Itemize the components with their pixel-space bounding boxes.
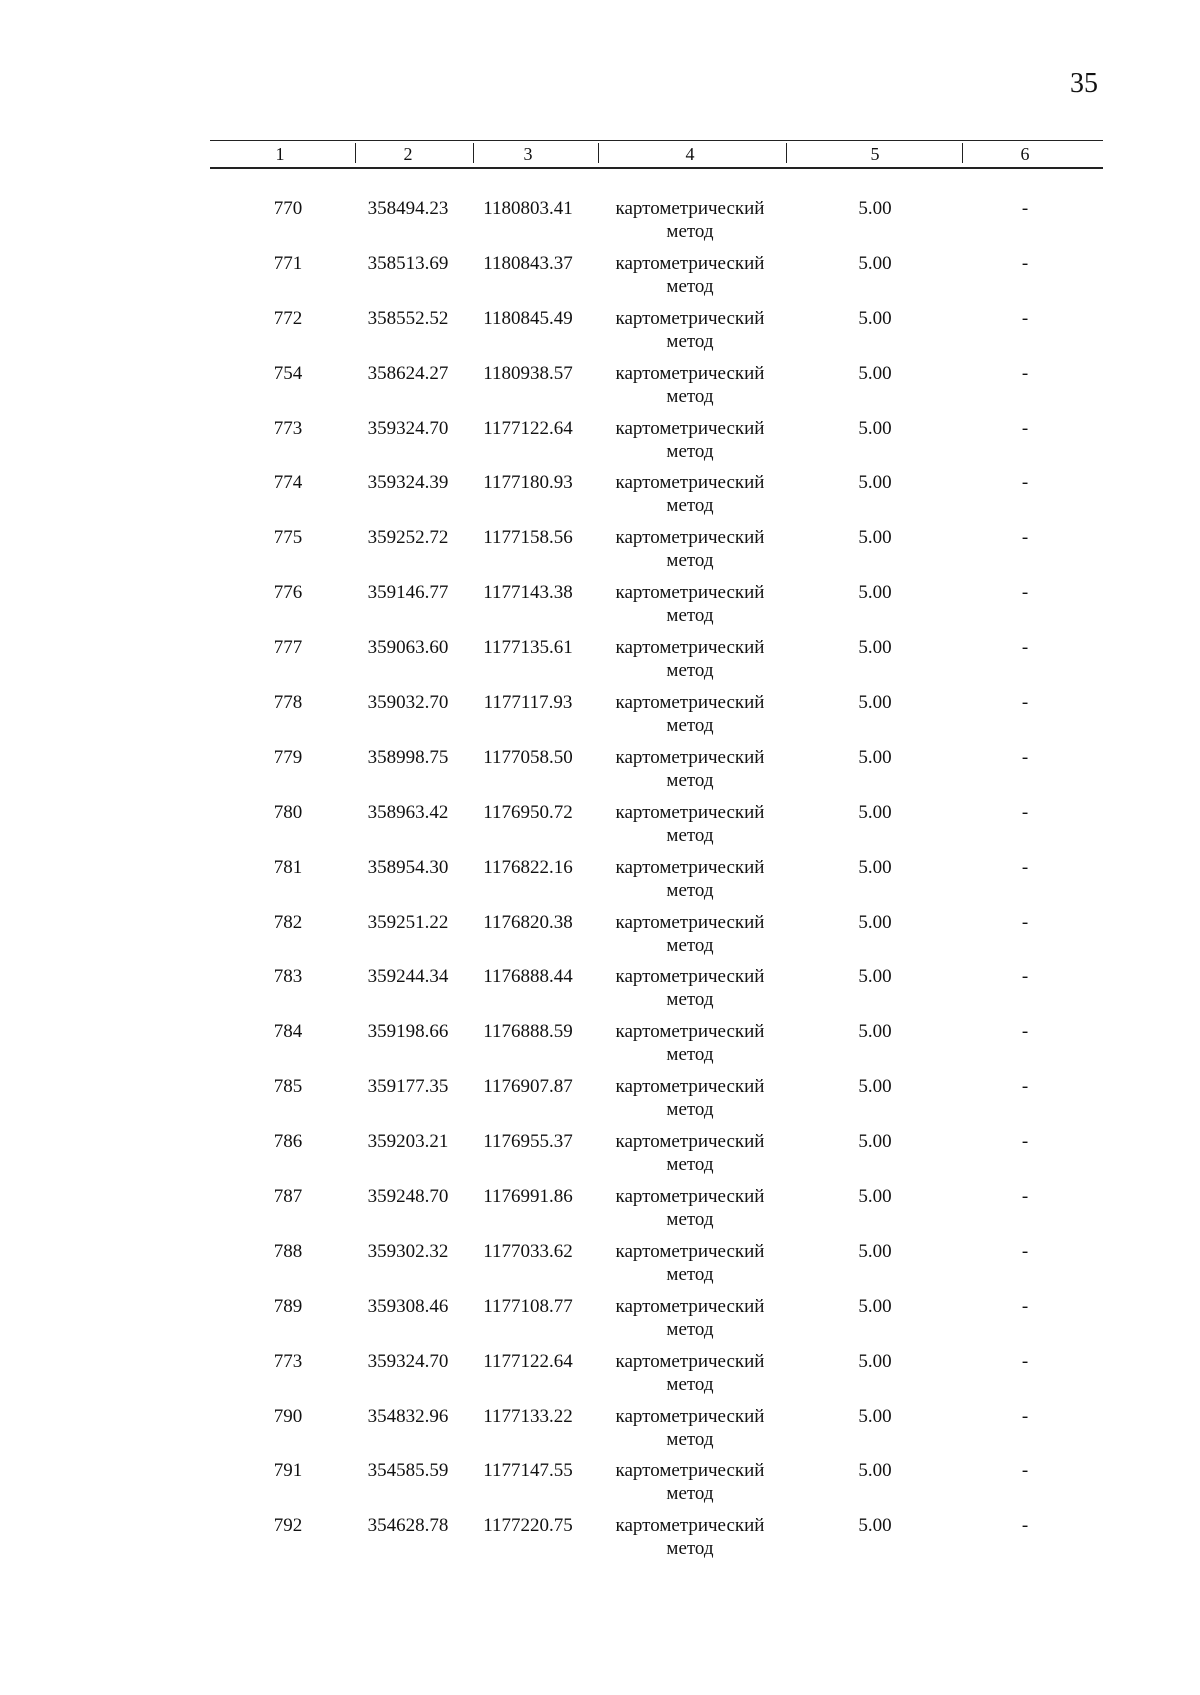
cell-method: картометрический метод <box>615 198 765 242</box>
cell-coordinate-x: 354628.78 <box>367 1515 449 1537</box>
cell-accuracy: 5.00 <box>858 1405 892 1427</box>
cell-method: картометрический метод <box>615 1460 765 1505</box>
cell-note: - <box>1021 1021 1029 1043</box>
cell-row-number: 792 <box>273 1515 303 1537</box>
cell-method: картометрический метод <box>615 1405 765 1450</box>
column-header-6: 6 <box>1020 144 1030 164</box>
cell-method: картометрический метод <box>615 582 765 627</box>
cell-coordinate-y: 1177135.61 <box>483 637 573 659</box>
cell-method: картометрический метод <box>615 746 765 791</box>
cell-row-number: 789 <box>273 1295 303 1317</box>
cell-coordinate-y: 1177117.93 <box>483 692 573 714</box>
table-row <box>210 746 1103 801</box>
cell-accuracy: 5.00 <box>858 637 892 659</box>
cell-row-number: 774 <box>273 472 303 494</box>
cell-coordinate-y: 1176991.86 <box>483 1186 573 1208</box>
cell-coordinate-x: 359302.32 <box>367 1240 449 1262</box>
cell-coordinate-x: 359248.70 <box>367 1186 449 1208</box>
table-row <box>210 1020 1103 1075</box>
cell-coordinate-y: 1177122.64 <box>483 1350 573 1372</box>
table-row <box>210 965 1103 1020</box>
cell-row-number: 776 <box>273 582 303 604</box>
cell-row-number: 784 <box>273 1021 303 1043</box>
cell-method: картометрический метод <box>615 527 765 572</box>
cell-coordinate-x: 359252.72 <box>367 527 449 549</box>
cell-row-number: 785 <box>273 1076 303 1098</box>
cell-method: картометрический метод <box>615 856 765 901</box>
cell-method: картометрический метод <box>615 1515 765 1560</box>
cell-coordinate-x: 359251.22 <box>367 911 449 933</box>
cell-coordinate-x: 359177.35 <box>367 1076 449 1098</box>
cell-method: картометрический метод <box>615 1186 765 1231</box>
cell-method: картометрический метод <box>615 252 765 297</box>
cell-method: картометрический метод <box>615 1295 765 1340</box>
cell-row-number: 782 <box>273 911 303 933</box>
cell-method: картометрический метод <box>615 911 765 956</box>
table-row <box>210 1295 1103 1350</box>
cell-coordinate-y: 1176888.59 <box>483 1021 573 1043</box>
cell-method: картометрический метод <box>615 692 765 737</box>
cell-coordinate-x: 359324.39 <box>367 472 449 494</box>
cell-note: - <box>1021 198 1029 219</box>
cell-coordinate-y: 1176888.44 <box>483 966 573 988</box>
table-header-row <box>210 140 1103 169</box>
table-row <box>210 911 1103 966</box>
cell-note: - <box>1021 1350 1029 1372</box>
column-header-1: 1 <box>275 144 285 164</box>
cell-row-number: 771 <box>273 252 303 274</box>
cell-row-number: 790 <box>273 1405 303 1427</box>
cell-accuracy: 5.00 <box>858 856 892 878</box>
cell-coordinate-x: 358494.23 <box>367 198 449 219</box>
cell-method: картометрический метод <box>615 637 765 682</box>
cell-note: - <box>1021 692 1029 714</box>
cell-note: - <box>1021 1460 1029 1482</box>
cell-accuracy: 5.00 <box>858 582 892 604</box>
cell-row-number: 791 <box>273 1460 303 1482</box>
cell-method: картометрический метод <box>615 417 765 462</box>
cell-accuracy: 5.00 <box>858 746 892 768</box>
cell-note: - <box>1021 856 1029 878</box>
cell-coordinate-y: 1177147.55 <box>483 1460 573 1482</box>
cell-coordinate-x: 359063.60 <box>367 637 449 659</box>
cell-coordinate-y: 1177133.22 <box>483 1405 573 1427</box>
cell-accuracy: 5.00 <box>858 911 892 933</box>
cell-accuracy: 5.00 <box>858 1131 892 1153</box>
table-row <box>210 197 1103 252</box>
table-row <box>210 636 1103 691</box>
cell-note: - <box>1021 1515 1029 1537</box>
cell-note: - <box>1021 527 1029 549</box>
cell-accuracy: 5.00 <box>858 1515 892 1537</box>
cell-row-number: 754 <box>273 362 303 384</box>
cell-coordinate-y: 1177180.93 <box>483 472 573 494</box>
cell-coordinate-x: 358513.69 <box>367 252 449 274</box>
page-number: 35 <box>1070 68 1098 99</box>
header-divider <box>473 143 474 163</box>
cell-method: картометрический метод <box>615 1131 765 1176</box>
cell-row-number: 778 <box>273 692 303 714</box>
cell-coordinate-y: 1180803.41 <box>483 198 573 219</box>
header-divider <box>962 143 963 163</box>
cell-coordinate-x: 358552.52 <box>367 307 449 329</box>
cell-method: картометрический метод <box>615 1240 765 1285</box>
cell-note: - <box>1021 1295 1029 1317</box>
cell-row-number: 770 <box>273 198 303 219</box>
cell-coordinate-y: 1180845.49 <box>483 307 573 329</box>
table-row <box>210 1075 1103 1130</box>
cell-note: - <box>1021 362 1029 384</box>
cell-coordinate-x: 359032.70 <box>367 692 449 714</box>
cell-coordinate-y: 1176822.16 <box>483 856 573 878</box>
coordinates-table <box>210 140 1103 1569</box>
cell-coordinate-x: 359308.46 <box>367 1295 449 1317</box>
cell-coordinate-y: 1177108.77 <box>483 1295 573 1317</box>
cell-row-number: 783 <box>273 966 303 988</box>
table-row <box>210 1240 1103 1295</box>
cell-accuracy: 5.00 <box>858 1240 892 1262</box>
cell-accuracy: 5.00 <box>858 1350 892 1372</box>
cell-row-number: 775 <box>273 527 303 549</box>
cell-note: - <box>1021 1240 1029 1262</box>
cell-row-number: 773 <box>273 1350 303 1372</box>
cell-accuracy: 5.00 <box>858 417 892 439</box>
cell-coordinate-x: 359198.66 <box>367 1021 449 1043</box>
cell-accuracy: 5.00 <box>858 801 892 823</box>
cell-note: - <box>1021 637 1029 659</box>
cell-note: - <box>1021 417 1029 439</box>
cell-coordinate-x: 359244.34 <box>367 966 449 988</box>
cell-note: - <box>1021 801 1029 823</box>
table-row <box>210 1514 1103 1569</box>
header-divider <box>598 143 599 163</box>
table-row <box>210 252 1103 307</box>
cell-row-number: 773 <box>273 417 303 439</box>
cell-method: картометрический метод <box>615 966 765 1011</box>
cell-coordinate-y: 1177143.38 <box>483 582 573 604</box>
cell-accuracy: 5.00 <box>858 1295 892 1317</box>
table-row <box>210 362 1103 417</box>
cell-accuracy: 5.00 <box>858 1186 892 1208</box>
cell-note: - <box>1021 746 1029 768</box>
cell-row-number: 779 <box>273 746 303 768</box>
cell-coordinate-x: 359324.70 <box>367 417 449 439</box>
table-row <box>210 471 1103 526</box>
cell-accuracy: 5.00 <box>858 527 892 549</box>
cell-coordinate-x: 359203.21 <box>367 1131 449 1153</box>
cell-note: - <box>1021 1076 1029 1098</box>
table-row <box>210 856 1103 911</box>
cell-accuracy: 5.00 <box>858 362 892 384</box>
cell-coordinate-x: 359324.70 <box>367 1350 449 1372</box>
cell-row-number: 772 <box>273 307 303 329</box>
cell-note: - <box>1021 966 1029 988</box>
cell-coordinate-y: 1177220.75 <box>483 1515 573 1537</box>
cell-note: - <box>1021 307 1029 329</box>
cell-note: - <box>1021 582 1029 604</box>
cell-accuracy: 5.00 <box>858 1021 892 1043</box>
cell-method: картометрический метод <box>615 1021 765 1066</box>
table-row <box>210 417 1103 472</box>
table-row <box>210 307 1103 362</box>
cell-accuracy: 5.00 <box>858 252 892 274</box>
cell-accuracy: 5.00 <box>858 1076 892 1098</box>
cell-coordinate-y: 1177158.56 <box>483 527 573 549</box>
table-row <box>210 581 1103 636</box>
cell-row-number: 788 <box>273 1240 303 1262</box>
cell-note: - <box>1021 472 1029 494</box>
cell-coordinate-x: 358954.30 <box>367 856 449 878</box>
column-header-2: 2 <box>403 144 413 164</box>
cell-coordinate-x: 358963.42 <box>367 801 449 823</box>
table-row <box>210 526 1103 581</box>
cell-coordinate-y: 1176820.38 <box>483 911 573 933</box>
cell-coordinate-y: 1177058.50 <box>483 746 573 768</box>
cell-coordinate-x: 359146.77 <box>367 582 449 604</box>
cell-coordinate-x: 354585.59 <box>367 1460 449 1482</box>
cell-row-number: 787 <box>273 1186 303 1208</box>
table-row <box>210 1405 1103 1460</box>
cell-accuracy: 5.00 <box>858 966 892 988</box>
cell-accuracy: 5.00 <box>858 472 892 494</box>
cell-row-number: 777 <box>273 637 303 659</box>
cell-note: - <box>1021 1405 1029 1427</box>
cell-coordinate-x: 358998.75 <box>367 746 449 768</box>
cell-coordinate-y: 1176907.87 <box>483 1076 573 1098</box>
cell-accuracy: 5.00 <box>858 1460 892 1482</box>
cell-coordinate-x: 354832.96 <box>367 1405 449 1427</box>
cell-coordinate-y: 1180938.57 <box>483 362 573 384</box>
column-header-4: 4 <box>685 144 695 164</box>
cell-accuracy: 5.00 <box>858 198 892 219</box>
cell-method: картометрический метод <box>615 472 765 517</box>
cell-coordinate-y: 1180843.37 <box>483 252 573 274</box>
cell-method: картометрический метод <box>615 801 765 846</box>
cell-note: - <box>1021 911 1029 933</box>
table-row <box>210 691 1103 746</box>
cell-method: картометрический метод <box>615 307 765 352</box>
table-body <box>210 197 1103 1569</box>
cell-method: картометрический метод <box>615 1076 765 1121</box>
table-row <box>210 1130 1103 1185</box>
cell-method: картометрический метод <box>615 362 765 407</box>
column-header-5: 5 <box>870 144 880 164</box>
header-divider <box>786 143 787 163</box>
table-row <box>210 1185 1103 1240</box>
cell-row-number: 786 <box>273 1131 303 1153</box>
cell-coordinate-y: 1176955.37 <box>483 1131 573 1153</box>
cell-coordinate-x: 358624.27 <box>367 362 449 384</box>
cell-coordinate-y: 1176950.72 <box>483 801 573 823</box>
cell-coordinate-y: 1177033.62 <box>483 1240 573 1262</box>
column-header-3: 3 <box>523 144 533 164</box>
cell-row-number: 780 <box>273 801 303 823</box>
cell-note: - <box>1021 252 1029 274</box>
cell-accuracy: 5.00 <box>858 307 892 329</box>
cell-accuracy: 5.00 <box>858 692 892 714</box>
cell-note: - <box>1021 1131 1029 1153</box>
cell-coordinate-y: 1177122.64 <box>483 417 573 439</box>
header-divider <box>355 143 356 163</box>
table-row <box>210 1350 1103 1405</box>
table-row <box>210 1459 1103 1514</box>
cell-row-number: 781 <box>273 856 303 878</box>
cell-note: - <box>1021 1186 1029 1208</box>
table-row <box>210 801 1103 856</box>
cell-method: картометрический метод <box>615 1350 765 1395</box>
